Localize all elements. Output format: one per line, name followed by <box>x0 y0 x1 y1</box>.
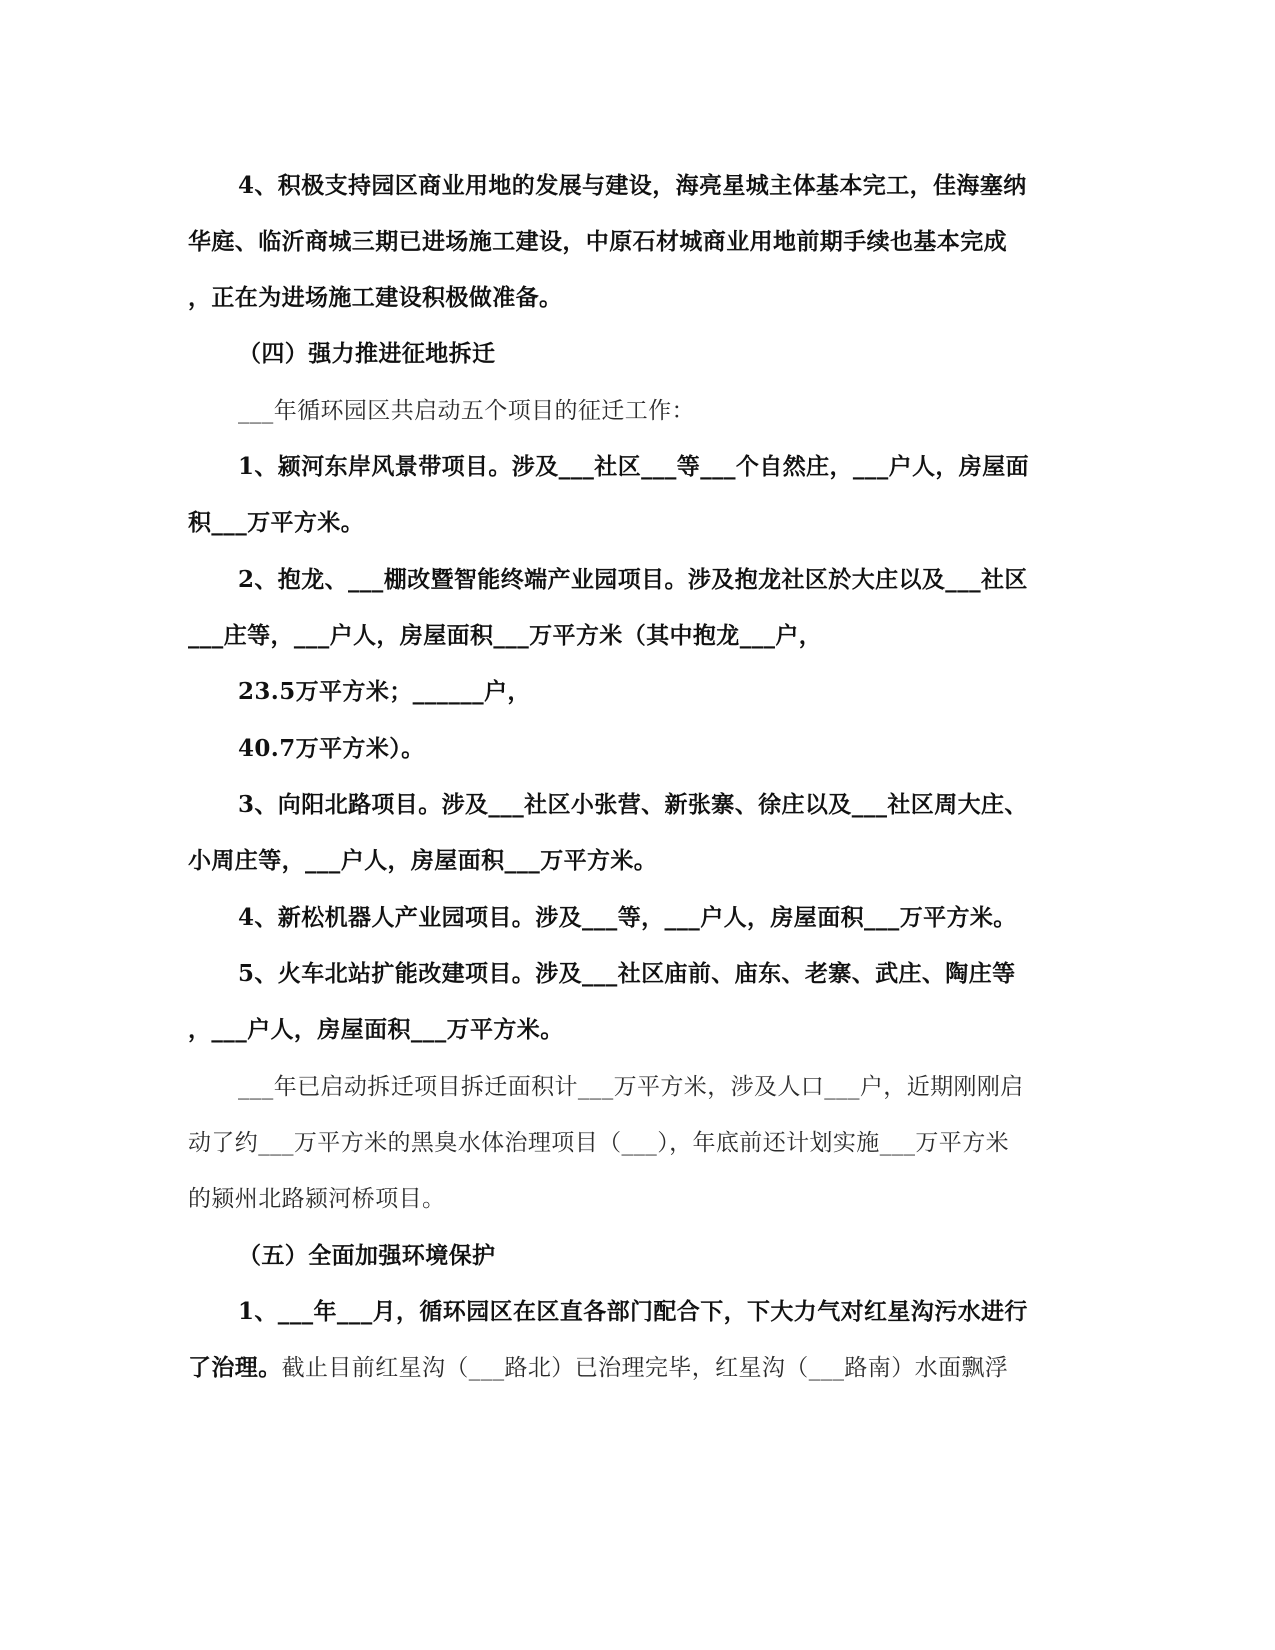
paragraph-bold-segment: 了治理。 <box>188 1354 282 1381</box>
list-item-line: 2、抱龙、___棚改暨智能终端产业园项目。涉及抱龙社区於大庄以及___社区 <box>238 566 1028 593</box>
paragraph-line: ，正在为进场施工建设积极做准备。 <box>188 284 563 311</box>
paragraph-line: 4、积极支持园区商业用地的发展与建设，海亮星城主体基本完工，佳海塞纳 <box>238 172 1027 199</box>
list-item-line: 积___万平方米。 <box>188 509 365 536</box>
paragraph-regular-segment: 截止目前红星沟（___路北）已治理完毕，红星沟（___路南）水面飘浮 <box>281 1355 1009 1381</box>
list-item-line: 3、向阳北路项目。涉及___社区小张营、新张寨、徐庄以及___社区周大庄、 <box>238 791 1028 818</box>
list-item-line: ___庄等，___户人，房屋面积___万平方米（其中抱龙___户， <box>188 622 823 649</box>
list-item-line: 40.7万平方米）。 <box>238 735 425 762</box>
paragraph-line: 动了约___万平方米的黑臭水体治理项目（___），年底前还计划实施___万平方米 <box>188 1130 1009 1156</box>
list-item-line <box>0 1348 1275 1388</box>
paragraph-line: 的颍州北路颍河桥项目。 <box>188 1186 446 1212</box>
paragraph-line: ___年已启动拆迁项目拆迁面积计___万平方米，涉及人口___户，近期刚刚启 <box>238 1074 1024 1100</box>
list-item-line: 1、颍河东岸风景带项目。涉及___社区___等___个自然庄，___户人，房屋面 <box>238 453 1030 480</box>
list-item-line: 小周庄等，___户人，房屋面积___万平方米。 <box>188 847 658 874</box>
section-heading: （五）全面加强环境保护 <box>238 1242 496 1269</box>
paragraph-line: 华庭、临沂商城三期已进场施工建设，中原石材城商业用地前期手续也基本完成 <box>188 228 1007 255</box>
list-item-line: ，___户人，房屋面积___万平方米。 <box>188 1016 564 1043</box>
list-item-line: 4、新松机器人产业园项目。涉及___等，___户人，房屋面积___万平方米。 <box>238 904 1017 931</box>
list-item-line: 5、火车北站扩能改建项目。涉及___社区庙前、庙东、老寨、武庄、陶庄等 <box>238 960 1016 987</box>
section-heading: （四）强力推进征地拆迁 <box>238 340 496 367</box>
list-item-line: 1、___年___月，循环园区在区直各部门配合下，下大力气对红星沟污水进行 <box>238 1298 1028 1325</box>
paragraph-line: ___年循环园区共启动五个项目的征迁工作： <box>238 398 695 424</box>
list-item-line: 23.5万平方米；______户， <box>238 678 531 705</box>
